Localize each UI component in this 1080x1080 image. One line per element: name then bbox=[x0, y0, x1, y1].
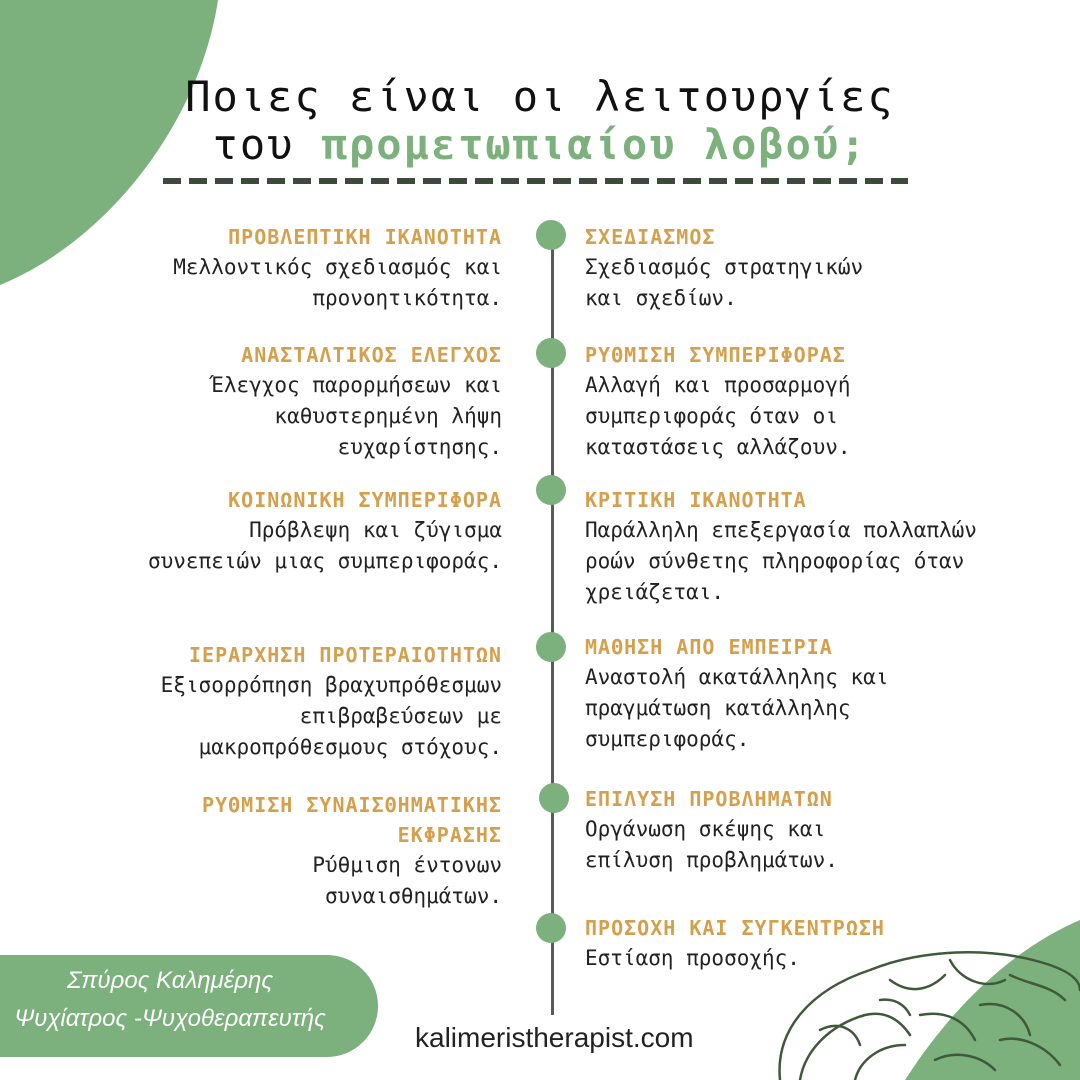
description-line: και σχεδίων. bbox=[585, 286, 737, 310]
dashed-divider bbox=[163, 178, 908, 184]
description-line: συμπεριφοράς όταν οι bbox=[585, 404, 838, 428]
function-description bbox=[585, 252, 863, 314]
function-item-right bbox=[585, 340, 851, 463]
timeline-dot bbox=[536, 220, 566, 250]
description-line: πραγμάτωση κατάλληλης bbox=[585, 696, 851, 720]
description-line: Μελλοντικός σχεδιασμός και bbox=[173, 255, 502, 279]
function-item-left bbox=[161, 640, 502, 763]
function-description bbox=[585, 662, 888, 755]
function-item-left bbox=[173, 222, 502, 314]
description-line: συμπεριφοράς. bbox=[585, 727, 750, 751]
description-line: συνεπειών μιας συμπεριφοράς. bbox=[147, 549, 502, 573]
function-description bbox=[173, 252, 502, 314]
function-heading: ΡΥΘΜΙΣΗ ΣΥΜΠΕΡΙΦΟΡΑΣ bbox=[585, 343, 846, 367]
description-line: Ρύθμιση έντονων bbox=[312, 853, 502, 877]
author-role: Ψυχίατρος -Ψυχοθεραπευτής bbox=[14, 1005, 326, 1032]
description-line: μακροπρόθεσμους στόχους. bbox=[198, 735, 502, 759]
function-item-right bbox=[585, 485, 977, 608]
page-title-line1: Ποιες είναι οι λειτουργίες bbox=[185, 72, 895, 121]
function-description bbox=[161, 670, 502, 763]
description-line: Εξισορρόπηση βραχυπρόθεσμων bbox=[160, 673, 502, 697]
description-line: ροών σύνθετης πληροφορίας όταν bbox=[585, 549, 965, 573]
function-item-right bbox=[585, 632, 888, 755]
function-item-left bbox=[148, 485, 502, 577]
function-description bbox=[585, 943, 885, 974]
author-name: Σπύρος Καλημέρης bbox=[66, 967, 274, 994]
function-heading: ΠΡΟΣΟΧΗ ΚΑΙ ΣΥΓΚΕΝΤΡΩΣΗ bbox=[585, 916, 885, 940]
description-line: Πρόβλεψη και ζύγισμα bbox=[249, 518, 502, 542]
description-line: Αναστολή ακατάλληλης και bbox=[585, 665, 889, 689]
heading-line: ΡΥΘΜΙΣΗ ΣΥΝΑΙΣΘΗΜΑΤΙΚΗΣ bbox=[202, 793, 502, 817]
description-line: Εστίαση προσοχής. bbox=[585, 946, 800, 970]
description-line: προνοητικότητα. bbox=[312, 286, 502, 310]
function-description bbox=[211, 370, 502, 463]
function-heading: ΑΝΑΣΤΑΛΤΙΚΟΣ ΕΛΕΓΧΟΣ bbox=[241, 343, 502, 367]
function-heading: ΕΠΙΛΥΣΗ ΠΡΟΒΛΗΜΑΤΩΝ bbox=[585, 787, 833, 811]
description-line: συναισθημάτων. bbox=[324, 884, 502, 908]
function-description bbox=[202, 850, 502, 912]
description-line: ευχαρίστησης. bbox=[337, 435, 502, 459]
function-description bbox=[585, 515, 977, 608]
description-line: Οργάνωση σκέψης και bbox=[585, 817, 826, 841]
description-line: Έλεγχος παρορμήσεων και bbox=[211, 373, 502, 397]
function-description bbox=[585, 370, 851, 463]
page-title-line2 bbox=[0, 120, 1080, 169]
description-line: Αλλαγή και προσαρμογή bbox=[585, 373, 851, 397]
function-heading: ΠΡΟΒΛΕΠΤΙΚΗ ΙΚΑΝΟΤΗΤΑ bbox=[228, 225, 502, 249]
function-item-right bbox=[585, 784, 838, 876]
description-line: καταστάσεις αλλάζουν. bbox=[585, 435, 851, 459]
description-line: χρειάζεται. bbox=[585, 580, 725, 604]
description-line: επίλυση προβλημάτων. bbox=[585, 848, 838, 872]
function-description bbox=[585, 814, 838, 876]
function-item-left bbox=[202, 790, 502, 912]
title-prefix: του bbox=[212, 120, 322, 169]
function-item-right bbox=[585, 222, 863, 314]
timeline-dot bbox=[539, 783, 569, 813]
heading-line: ΕΚΦΡΑΣΗΣ bbox=[397, 823, 502, 847]
timeline-dot bbox=[536, 338, 566, 368]
function-heading bbox=[202, 790, 502, 850]
function-heading: ΙΕΡΑΡΧΗΣΗ ΠΡΟΤΕΡΑΙΟΤΗΤΩΝ bbox=[189, 643, 502, 667]
function-heading: ΚΡΙΤΙΚΗ ΙΚΑΝΟΤΗΤΑ bbox=[585, 488, 807, 512]
function-heading: ΣΧΕΔΙΑΣΜΟΣ bbox=[585, 225, 716, 249]
description-line: Σχεδιασμός στρατηγικών bbox=[585, 255, 864, 279]
timeline-dot bbox=[536, 475, 566, 505]
timeline-dot bbox=[536, 632, 566, 662]
function-item-left bbox=[211, 340, 502, 463]
description-line: καθυστερημένη λήψη bbox=[274, 404, 502, 428]
function-heading: ΜΑΘΗΣΗ ΑΠΟ ΕΜΠΕΙΡΙΑ bbox=[585, 635, 833, 659]
function-heading: ΚΟΙΝΩΝΙΚΗ ΣΥΜΠΕΡΙΦΟΡΑ bbox=[228, 488, 502, 512]
function-item-right bbox=[585, 913, 885, 974]
description-line: επιβραβεύσεων με bbox=[299, 704, 502, 728]
title-highlight: προμετωπιαίου λοβού; bbox=[321, 120, 868, 169]
function-description bbox=[148, 515, 502, 577]
website-url: kalimeristherapist.com bbox=[415, 1022, 694, 1053]
description-line: Παράλληλη επεξεργασία πολλαπλών bbox=[585, 518, 977, 542]
timeline-dot bbox=[536, 913, 566, 943]
